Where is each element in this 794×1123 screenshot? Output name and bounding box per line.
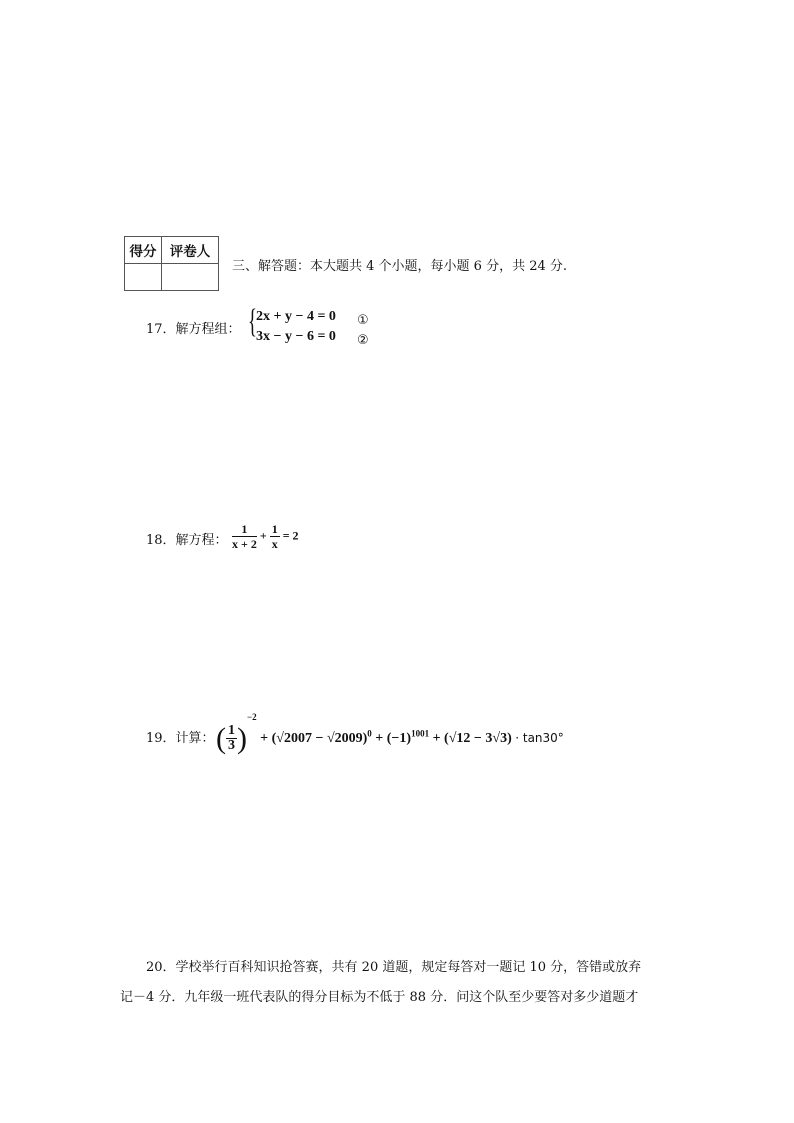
fraction-1-denominator: x + 2 [232, 537, 257, 551]
q20-line-1: 20．学校举行百科知识抢答赛，共有 20 道题，规定每答对一题记 10 分，答错或放弃 [146, 960, 642, 975]
fraction-2-denominator: x [271, 537, 278, 551]
mark-2: ② [357, 333, 369, 348]
section-header: 三、解答题：本大题共 4 个小题，每小题 6 分，共 24 分. [232, 259, 568, 274]
score-header: 得分 [125, 237, 162, 264]
neg-one-term: + (−1) [375, 731, 412, 746]
q20-line-2: 记－4 分．九年级一班代表队的得分目标为不低于 88 分．问这个队至少要答对多少道题才 [120, 990, 639, 1005]
tan-term: · tan30° [515, 731, 564, 745]
exponent-3: 1001 [411, 728, 430, 739]
equation-2: 3x − y − 6 = 0 [256, 329, 336, 344]
fraction-1 [232, 522, 257, 551]
q18-label: 18．解方程： [146, 533, 228, 548]
plus-sign: + [259, 528, 267, 543]
equation-1: 2x + y − 4 = 0 [256, 309, 336, 324]
q18-equation [232, 522, 299, 551]
q19-expression [216, 712, 564, 756]
one-third-fraction [226, 724, 237, 753]
right-paren: ) [237, 721, 247, 755]
left-paren: ( [216, 721, 226, 755]
score-cell[interactable] [125, 264, 162, 291]
fraction-2-numerator: 1 [271, 522, 278, 536]
sqrt-difference-term: + (√2007 − √2009) [260, 731, 368, 746]
grader-cell[interactable] [162, 264, 219, 291]
q20-paragraph [120, 953, 680, 1013]
third-denominator: 3 [228, 738, 235, 754]
exponent-2: 0 [367, 728, 372, 739]
q17-label: 17．解方程组： [146, 322, 241, 337]
exponent-1: −2 [247, 712, 257, 722]
grader-header: 评卷人 [162, 237, 219, 264]
third-numerator: 1 [228, 723, 235, 739]
brace-symbol: { [248, 303, 257, 340]
mark-1: ① [357, 313, 369, 328]
equation-rhs: = 2 [282, 528, 299, 543]
sqrt-12-term: + (√12 − 3√3) [432, 731, 512, 746]
fraction-2 [270, 522, 280, 551]
score-table [124, 236, 219, 291]
q19-label: 19．计算： [146, 731, 215, 746]
fraction-1-numerator: 1 [232, 522, 257, 537]
